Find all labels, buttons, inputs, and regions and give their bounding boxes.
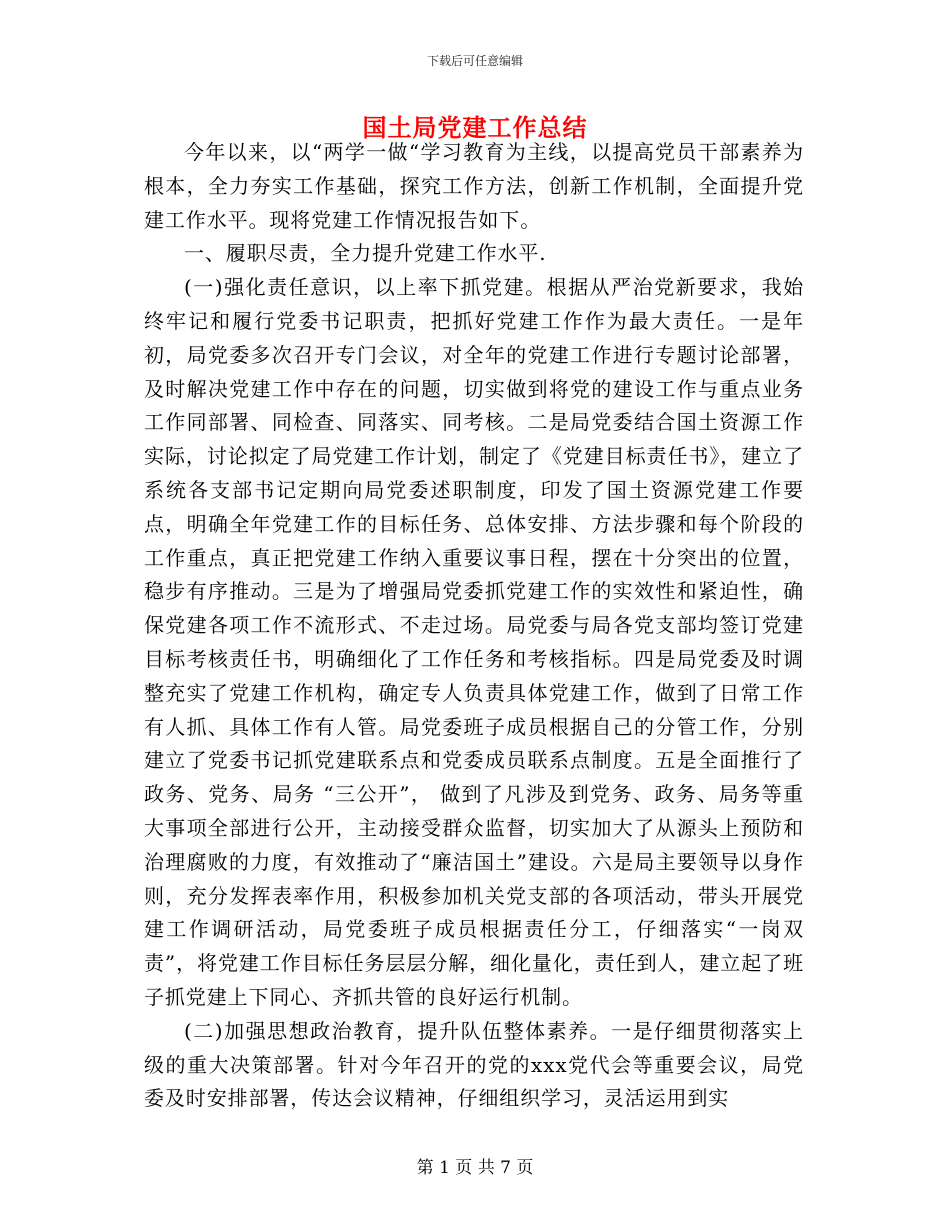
document-title: 国土局党建工作总结 xyxy=(362,114,588,142)
paragraph-subsection-2: (二)加强思想政治教育，提升队伍整体素养。一是仔细贯彻落实上级的重大决策部署。针对今年召开的党的xxx党代会等重要会议，局党委及时安排部署，传达会议精神，仔细组织学习，灵活运用到实 xyxy=(144,1018,804,1111)
header-note: 下载后可任意编辑 xyxy=(426,54,523,68)
document-body xyxy=(144,136,804,1116)
paragraph-intro: 今年以来，以“两学一做“学习教育为主线，以提高党员干部素养为根本，全力夯实工作基础，探究工作方法，创新工作机制，全面提升党建工作水平。现将党建工作情况报告如下。 xyxy=(144,140,804,232)
paragraph-subsection-1: (一)强化责任意识，以上率下抓党建。根据从严治党新要求，我始终牢记和履行党委书记职责，把抓好党建工作作为最大责任。一是年初，局党委多次召开专门会议，对全年的党建工作进行专题讨论部署，及时解决党建工作中存在的问题，切实做到将党的建设工作与重点业务工作同部署、同检查、同落实、同考核。二是局党委结合国土资源工作实际，讨论拟定了局党建工作计划，制定了《党建目标责任书》，建立了系统各支部书记定期向局党委述职制度，印发了国土资源党建工作要点，明确全年党建工作的目标任务、总体安排、方法步骤和每个阶段的工作重点，真正把党建工作纳入重要议事日程，摆在十分突出的位置，稳步有序推动。三是为了增强局党委抓党建工作的实效性和紧迫性，确保党建各项工作不流形式、不走过场。局党委与局各党支部均签订党建目标考核责任书，明确细化了工作任务和考核指标。四是局党委及时调整充实了党建工作机构，确定专人负责具体党建工作，做到了日常工作有人抓、具体工作有人管。局党委班子成员根据自己的分管工作，分别建立了党委书记抓党建联系点和党委成员联系点制度。五是全面推行了政务、党务、局务 “三公开”， 做到了凡涉及到党务、政务、局务等重大事项全部进行公开，主动接受群众监督，切实加大了从源头上预防和治理腐败的力度，有效推动了“廉洁国土”建设。六是局主要领导以身作则，充分发挥表率作用，积极参加机关党支部的各项活动，带头开展党建工作调研活动，局党委班子成员根据责任分工，仔细落实“一岗双责”，将党建工作目标任务层层分解，细化量化，责任到人，建立起了班子抓党建上下同心、齐抓共管的良好运行机制。 xyxy=(144,275,804,1009)
page-number-footer: 第 1 页 共 7 页 xyxy=(416,1158,534,1178)
section-heading-1: 一、履职尽责，全力提升党建工作水平. xyxy=(184,241,547,266)
